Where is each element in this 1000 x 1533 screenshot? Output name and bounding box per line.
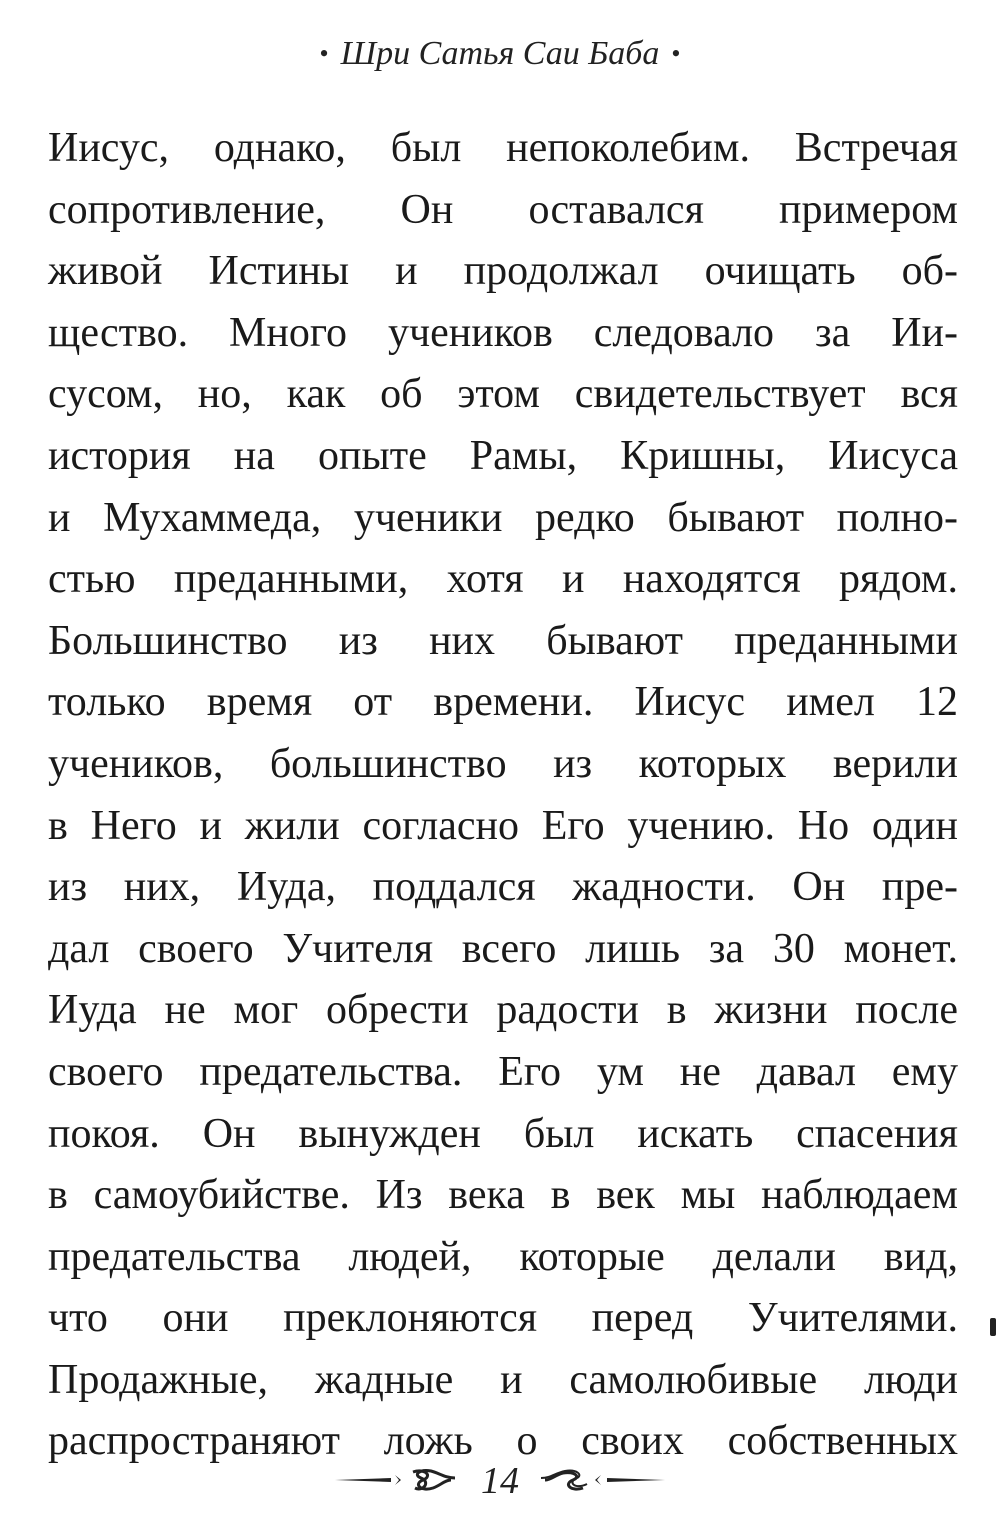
- text-line: Иуда не мог обрести радости в жизни после: [48, 987, 958, 1034]
- text-line: в самоубийстве. Из века в век мы наблюдаем: [48, 1172, 958, 1219]
- text-line: Иисус, однако, был непоколебим. Встречая: [48, 125, 958, 171]
- text-line: покоя. Он вынужден был искать спасения: [48, 1110, 958, 1157]
- text-line: распространяют ложь о своих собственных: [48, 1418, 958, 1465]
- ornament-right-icon: [537, 1464, 667, 1499]
- text-line: и Мухаммеда, ученики редко бывают полно-: [48, 494, 958, 541]
- text-line: в Него и жили согласно Его учению. Но один: [48, 802, 958, 849]
- bullet-left-icon: •: [319, 39, 329, 68]
- running-head: [0, 34, 1000, 74]
- text-line: щество. Много учеников следовало за Ии-: [48, 309, 958, 356]
- text-line: своего предательства. Его ум не давал ему: [48, 1048, 958, 1095]
- text-line: живой Истины и продолжал очищать об-: [48, 248, 958, 295]
- text-line: из них, Иуда, поддался жадности. Он пре-: [48, 864, 958, 911]
- text-line: предательства людей, которые делали вид,: [48, 1233, 958, 1280]
- text-line: что они преклоняются перед Учителями.: [48, 1295, 958, 1342]
- text-line: Большинство из них бывают преданными: [48, 617, 958, 664]
- bullet-right-icon: •: [671, 39, 681, 68]
- text-line: история на опыте Рамы, Кришны, Иисуса: [48, 432, 958, 479]
- text-line: дал своего Учителя всего лишь за 30 монет.: [48, 925, 958, 972]
- ornament-left-icon: [333, 1464, 463, 1499]
- body-text: [48, 118, 958, 1473]
- text-line: Продажные, жадные и самолюбивые люди: [48, 1356, 958, 1403]
- page-folio: [0, 1458, 1000, 1508]
- margin-mark: [990, 1318, 996, 1336]
- text-line: сопротивление, Он оставался примером: [48, 186, 958, 233]
- text-line: только время от времени. Иисус имел 12: [48, 679, 958, 726]
- text-line: учеников, большинство из которых верили: [48, 740, 958, 787]
- text-line: сусом, но, как об этом свидетельствует вся: [48, 371, 958, 418]
- text-line: стью преданными, хотя и находятся рядом.: [48, 556, 958, 603]
- page-number: 14: [481, 1460, 519, 1502]
- running-head-title: Шри Сатья Саи Баба: [340, 35, 660, 72]
